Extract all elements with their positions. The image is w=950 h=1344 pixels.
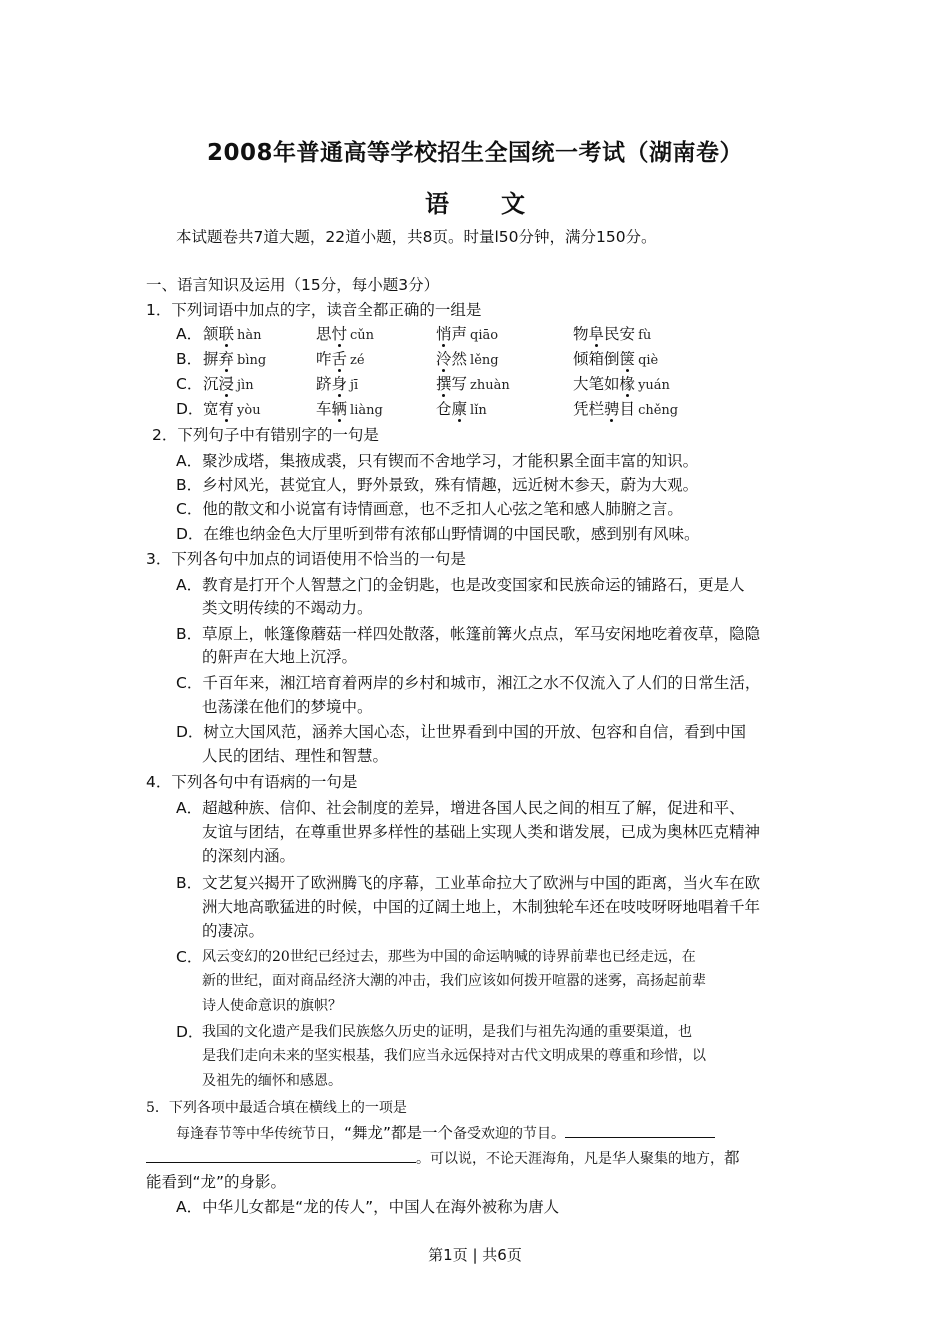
question-3-stem: 3．下列各句中加点的词语使用不恰当的一句是	[146, 550, 466, 568]
pinyin-label: yuán	[638, 378, 670, 393]
question-1-word: 车辆 liàng	[316, 400, 383, 418]
question-5-passage-line1	[176, 1122, 715, 1145]
question-2-option-d: D．在维也纳金色大厅里听到带有浓郁山野情调的中国民歌，感到别有风味。	[176, 525, 700, 543]
section-heading: 一、语言知识及运用（15分，每小题3分）	[146, 276, 440, 294]
question-4-option-b: B．文艺复兴揭开了欧洲腾飞的序幕，工业革命拉大了欧洲与中国的距离，当火车在欧	[176, 874, 761, 892]
pinyin-label: liàng	[350, 403, 383, 418]
question-5-passage-line2	[146, 1147, 740, 1170]
passage-text: 。可以说，不论天涯海角，凡是华人聚集的地方，	[416, 1151, 724, 1167]
question-4-option-b-cont2: 的凄凉。	[202, 922, 265, 940]
question-4-option-b-cont1: 洲大地高歌猛进的时候，中国的辽阔土地上，木制独轮车还在吱吱呀呀地唱着千年	[202, 898, 761, 916]
passage-text: 备受欢迎的节目。	[453, 1126, 566, 1142]
question-1-word: 凭栏骋目 chěng	[573, 400, 679, 418]
question-1-word: 思忖 cǔn	[316, 325, 375, 343]
pinyin-label: yòu	[237, 403, 261, 418]
question-1-word: 大笔如椽 yuán	[573, 375, 670, 393]
question-3-option-a: A．教育是打开个人智慧之门的金钥匙，也是改变国家和民族命运的铺路石，更是人	[176, 576, 745, 594]
question-1-word: 摒弃 bìng	[203, 350, 267, 368]
pinyin-label: zhuàn	[470, 378, 510, 393]
page-footer: 第1页 | 共6页	[428, 1246, 522, 1264]
pinyin-label: jìn	[237, 378, 254, 393]
pinyin-label: cǔn	[350, 328, 375, 343]
subject-title: 语文	[425, 190, 577, 218]
pinyin-label: chěng	[638, 403, 679, 418]
question-4-option-d: 我国的文化遗产是我们民族悠久历史的证明，是我们与祖先沟通的重要渠道，也	[202, 1024, 692, 1040]
question-4-option-a-cont2: 的深刻内涵。	[202, 847, 296, 865]
question-1-word: 倾箱倒箧 qiè	[573, 350, 659, 368]
exam-intro: 本试题卷共7道大题，22道小题，共8页。时量l50分钟，满分150分。	[176, 228, 657, 246]
question-1-word: 物阜民安 fù	[573, 325, 652, 343]
question-2-option-a: A．聚沙成塔，集掖成裘，只有锲而不舍地学习，才能积累全面丰富的知识。	[176, 452, 699, 470]
question-4-option-d-cont2: 及祖先的缅怀和感恩。	[202, 1073, 342, 1089]
question-1-option-label: D．	[176, 400, 204, 418]
question-1-word: 沉浸 jìn	[203, 375, 254, 393]
question-4-stem: 4．下列各句中有语病的一句是	[146, 773, 358, 791]
question-3-option-c-cont: 也荡漾在他们的梦境中。	[202, 698, 373, 716]
question-4-option-c-label: C．	[176, 948, 203, 966]
question-4-option-d-label: D．	[176, 1023, 204, 1041]
question-1-word: 宽宥 yòu	[203, 400, 261, 418]
question-1-word: 撰写 zhuàn	[436, 375, 510, 393]
question-1-word: 咋舌 zé	[316, 350, 365, 368]
pinyin-label: qiāo	[470, 328, 499, 343]
question-4-option-c-cont2: 诗人使命意识的旗帜？	[202, 998, 342, 1014]
answer-blank	[146, 1148, 416, 1163]
question-5-stem: 5．下列各项中最适合填在横线上的一项是	[146, 1100, 407, 1116]
question-1-word: 颔联 hàn	[203, 325, 262, 343]
question-1-word: 仓廪 lǐn	[436, 400, 487, 418]
question-4-option-d-cont1: 是我们走向未来的坚实根基，我们应当永远保持对古代文明成果的尊重和珍惜，以	[202, 1048, 706, 1064]
pinyin-label: jī	[350, 378, 359, 393]
question-1-stem: 1．下列词语中加点的字，读音全都正确的一组是	[146, 301, 482, 319]
question-4-option-a-cont1: 友谊与团结，在尊重世界多样性的基础上实现人类和谐发展，已成为奥林匹克精神	[202, 823, 761, 841]
pinyin-label: bìng	[237, 353, 267, 368]
passage-text: “舞龙”都是一个	[344, 1124, 454, 1142]
question-5-passage-line3: 能看到“龙”的身影。	[146, 1173, 287, 1191]
question-4-option-c-cont1: 新的世纪，面对商品经济大潮的冲击，我们应该如何拨开喧嚣的迷雾，高扬起前辈	[202, 973, 706, 989]
question-3-option-b: B．草原上，帐篷像蘑菇一样四处散落，帐篷前篝火点点，军马安闲地吃着夜草，隐隐	[176, 625, 761, 643]
question-1-option-label: B．	[176, 350, 203, 368]
question-3-option-a-cont: 类文明传续的不竭动力。	[202, 599, 373, 617]
question-3-option-c: C．千百年来，湘江培育着两岸的乡村和城市，湘江之水不仅流入了人们的日常生活，	[176, 674, 761, 692]
passage-text: 每逢春节等中华传统节日，	[176, 1126, 344, 1142]
pinyin-label: lǐn	[470, 403, 487, 418]
question-4-option-a: A．超越种族、信仰、社会制度的差异，增进各国人民之间的相互了解，促进和平、	[176, 799, 745, 817]
question-2-option-b: B．乡村风光，甚觉宜人，野外景致，殊有情趣，远近树木参天，蔚为大观。	[176, 476, 699, 494]
question-1-word: 跻身 jī	[316, 375, 359, 393]
question-3-option-b-cont: 的鼾声在大地上沉浮。	[202, 648, 358, 666]
answer-blank	[565, 1123, 715, 1138]
page-title: 2008年普通高等学校招生全国统一考试（湖南卷）	[206, 140, 743, 166]
question-1-word: 悄声 qiāo	[436, 325, 499, 343]
pinyin-label: qiè	[638, 353, 659, 368]
question-1-option-label: A．	[176, 325, 203, 343]
passage-text: 都	[724, 1149, 740, 1167]
question-2-option-c: C．他的散文和小说富有诗情画意，也不乏扣人心弦之笔和感人肺腑之言。	[176, 500, 683, 518]
pinyin-label: hàn	[237, 328, 262, 343]
question-5-option-a: A．中华儿女都是“龙的传人”，中国人在海外被称为唐人	[176, 1198, 560, 1216]
pinyin-label: lěng	[470, 353, 499, 368]
pinyin-label: zé	[350, 353, 365, 368]
question-1-word: 泠然 lěng	[436, 350, 499, 368]
question-2-stem: 2．下列句子中有错别字的一句是	[152, 426, 379, 444]
pinyin-label: fù	[638, 328, 652, 343]
question-4-option-c: 风云变幻的20世纪已经过去，那些为中国的命运呐喊的诗界前辈也已经走远，在	[202, 949, 696, 965]
question-3-option-d: D．树立大国风范，涵养大国心态，让世界看到中国的开放、包容和自信，看到中国	[176, 723, 746, 741]
question-3-option-d-cont: 人民的团结、理性和智慧。	[202, 747, 389, 765]
question-1-option-label: C．	[176, 375, 203, 393]
